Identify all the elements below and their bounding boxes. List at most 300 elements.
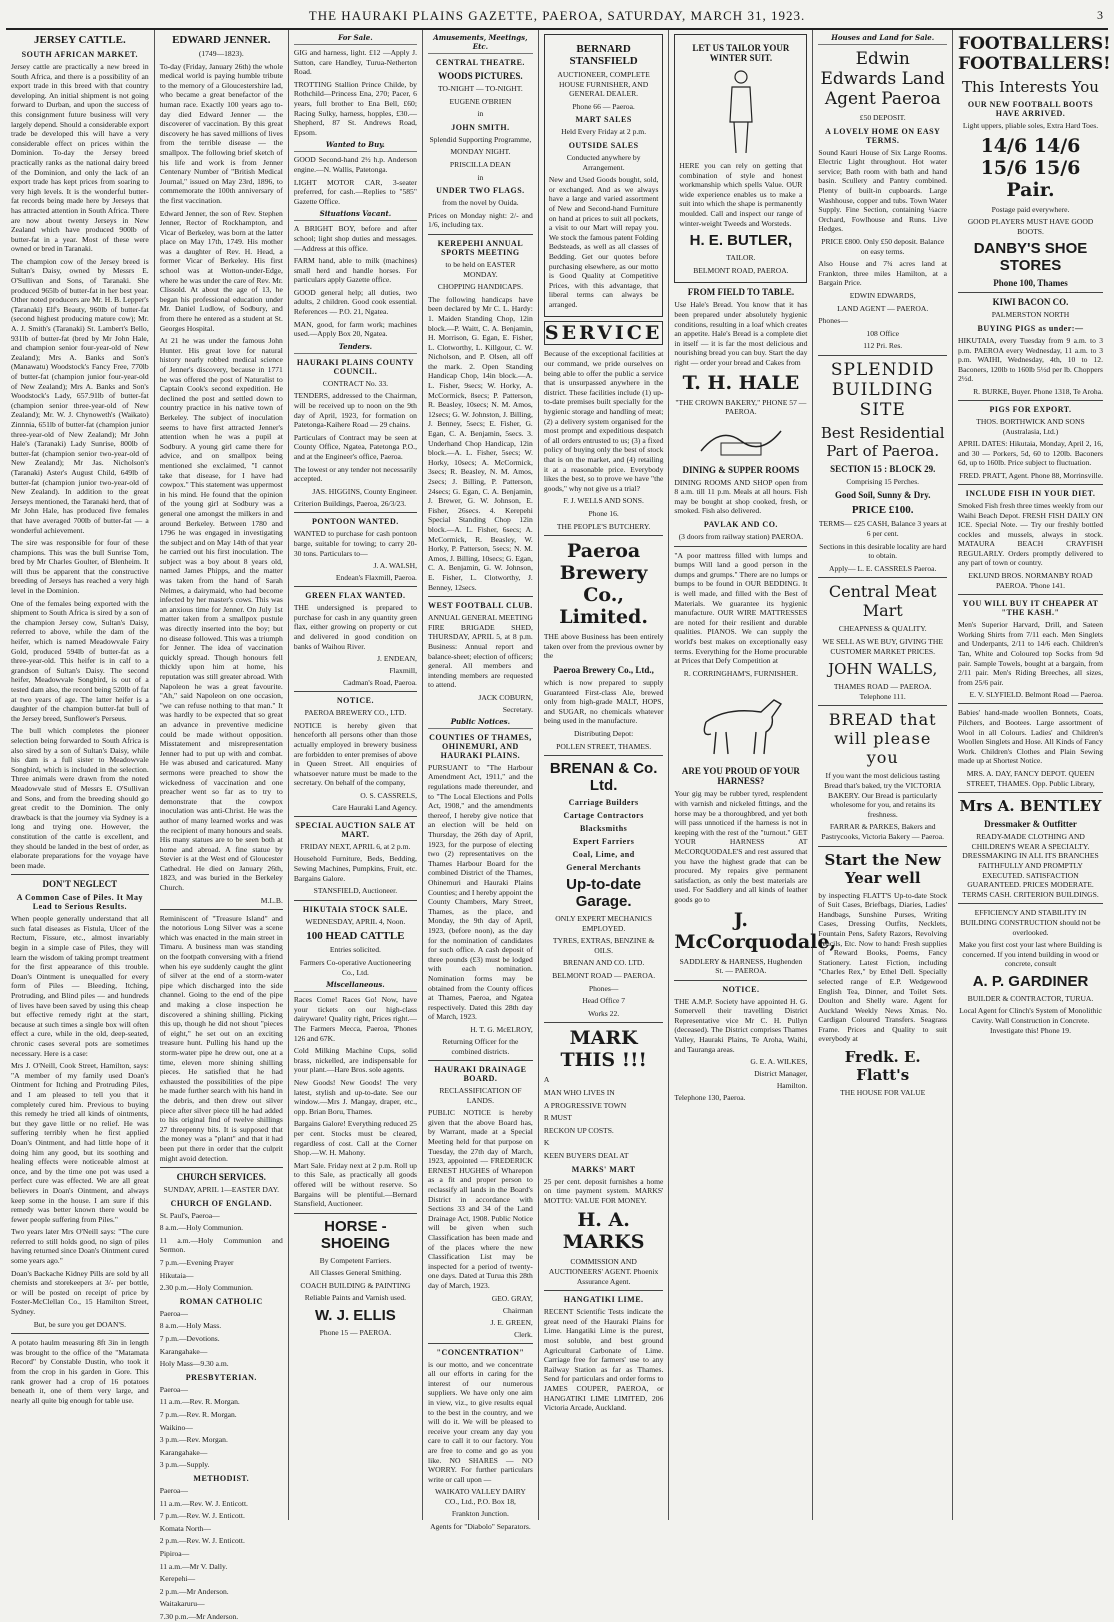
babies-body: Babies' hand-made woollen Bonnets, Coats, Pilchers, and Bootees. Large assortment of Wool in all Colours. Ladies' and Children's Woollen Singlets and Hose. All Kinds of Fancy Work. Children's Clothes and Plain Sewing made up at Shortest Notice. <box>958 708 1103 766</box>
make-body: Make you first cost your last where Building is concerned. If you intend building in wood or concrete, consult <box>959 940 1102 969</box>
county-title: HAURAKI PLAINS COUNTY COUNCIL. <box>296 357 414 376</box>
star2: PRISCILLA DEAN <box>449 159 511 169</box>
pavlak-name: PAVLAK AND CO. <box>703 520 778 530</box>
misc-ad: Races Come! Races Go! Now, have your tickets on our high-class dairyware! Quality right, Prices right.—The Farmers Mecca, Paeroa, 'Phones 126 and 67K. <box>293 995 417 1043</box>
church-line: Komata North— <box>159 1523 211 1533</box>
day: MRS. A. DAY, FANCY DEPOT. QUEEN STREET, THAMES. Opp. Public Library, <box>966 768 1095 788</box>
article-dates: (1749—1823). <box>198 49 244 58</box>
church-line: Paeroa— <box>159 1384 188 1394</box>
flax-signature: Flaxmill, <box>389 666 417 676</box>
counties-title: COUNTIES OF THAMES, OHINEMURI, AND HAURAKI PLAINS. <box>429 732 532 760</box>
divider <box>428 1343 533 1344</box>
garage-line: Head Office 7 <box>582 996 626 1006</box>
counties-body: PURSUANT to "The Harbour Amendment Act, 1911," and the regulations made thereunder, and to "The Local Elections and Polls Act, 1908," and the amendments thereof, I hereby give notice that an election will be held on Thursday, the 26th day of April, 1923, for the purpose of electing two (2) representatives on the Thames Harbour Board for the combined District of the Thames, Ohinemuri and Hauraki Plains Counties; and I hereby appoint the County Chambers, Mary Street, Thames, as the place, and Monday, the 9th day of April, 1923, (before noon), as the day for the nomination of candidates for such office. A cash deposit of three pounds (£3) must be lodged with each nomination. Nomination forms may be obtained from the County offices at Thames, Paeroa, and Ngatea respectively. Dated this 28th day of March, 1923. <box>427 762 533 1022</box>
article-paragraph: The bull which completes the pioneer selection being forwarded to South Africa is also sired by a son of Sultan's Daisy, while his dam is a full sister to Meadowvale Songbird, which is included in the selection. Three animals were drawn from the noted Meadowvale stud of Messrs E. O'Sullivan and Sons, and from the breeding should go great credit to the Dominion. The only drawback is that the journey via Sydney is a long and trying one. However, the constitution of the cattle is excellent, and they should be landed in the best of order, as elaborate preparations for the voyage have been made. <box>11 726 149 870</box>
church-line: 8 a.m.—Holy Mass. <box>159 1321 222 1331</box>
brenan-line: Carriage Builders <box>568 798 639 808</box>
butler-name: H. E. BUTLER, <box>689 232 793 250</box>
tailor-ad <box>674 34 807 283</box>
mattress-body: "A poor mattress filled with lumps and bumps Will land a good person in the dumps and grumps." There are no lumps or bumps to be found in OUR BEDDING. It is well made, and filled with the Best of Materials. We guarantee its hygienic manufacture. OUR WIRE MATTRESSES are noted for their resilient and durable qualities. PIANOS. We can supply the world's best makes on exceptionally easy terms. Everything for the Home procurable at Prices that Defy Competition at <box>674 550 808 666</box>
drainage-sig: J. E. GREEN, <box>490 1317 533 1327</box>
flax-title: GREEN FLAX WANTED. <box>305 591 406 601</box>
section-number: SECTION 15 : BLOCK 29. <box>830 463 936 474</box>
fish-body: Smoked Fish fresh three times weekly from our Waihi Beach Depot. FRESH FISH DAILY ON ICE. Special Note. — Try our freshly bottled cockles and mussels, always in stock. MATAURA BEACH CRAYFISH REGULARLY. Orders promptly delivered to any part of town or country. <box>958 500 1103 568</box>
article-paragraph: To-day (Friday, January 26th) the whole medical world is paying humble tribute to the memory of a Gloucestershire lad, who became a great benefactor of the human race. Exactly 100 years ago to-day died Edward Jenner — the discoverer of vaccination. By this great discovery he has saved millions of lives from the terrible disease — the smallpox. The following brief sketch of his life and work is from Jenner Centenary Number of "British Medical Journal," issued on May 23rd, 1896, to commemorate the 100th anniversary of the first vaccination. <box>159 61 283 205</box>
service-title: SERVICE <box>544 322 663 345</box>
ad-paragraph: Doan's Backache Kidney Pills are sold by all chemists and storekeepers at 3/- per bottle, or will be posted on receipt of price by Foster-McClellan Co., 15 Hamilton Street, Sydney. <box>11 1268 149 1317</box>
bentley-body: READY-MADE CLOTHING AND CHILDREN'S WEAR A SPECIALTY. DRESSMAKING IN ALL ITS BRANCHES FAITHFULLY AND PROMPTLY EXECUTED. SATISFACTION GUARANTEED. PRICES MODERATE. TERMS CASH. CRITERION BUILDINGS. <box>962 832 1099 899</box>
dining-illustration <box>691 421 791 461</box>
eklund: EKLUND BROS. NORMANBY ROAD PAEROA. 'Phone 141. <box>968 571 1093 590</box>
church-line: St. Paul's, Paeroa— <box>159 1210 220 1220</box>
notice-paragraph: NOTICE is hereby given that henceforth all persons other than those actually employed in brewery business are forbidden to enter premises of above in Queen Street. All enquiries of whatsoever nature must be made to the secretary. On behalf of the company, <box>293 720 417 788</box>
stock-body: Entries solicited. <box>329 945 381 955</box>
horse-line: All Classes General Smithing. <box>309 1268 402 1278</box>
interests: This Interests You <box>962 78 1099 96</box>
church-line: 2 p.m.—Mr Anderson. <box>159 1586 229 1596</box>
counties-sig: H. T. G. McELROY, <box>470 1024 533 1034</box>
drainage-sig: GEO. GRAY, <box>491 1293 533 1303</box>
section-title: Public Notices. <box>428 717 533 729</box>
butler-address: BELMONT ROAD, PAEROA. <box>693 265 789 275</box>
tailor-title: LET US TAILOR YOUR WINTER SUIT. <box>692 43 790 63</box>
brewery-street: POLLEN STREET, THAMES. <box>556 741 652 751</box>
conc-sig: Agents for "Diabolo" Separators. <box>430 1522 531 1532</box>
article-headline: JERSEY CATTLE. <box>34 34 126 46</box>
gardiner-sub: BUILDER & CONTRACTOR, TURUA. <box>967 993 1094 1003</box>
church-line: Holy Mass—9.30 a.m. <box>159 1359 229 1369</box>
also-body: Also House and 7¾ acres land at Frankton, three miles Hamilton, at a Bargain Price. <box>818 259 947 288</box>
divider <box>11 874 149 875</box>
potato-paragraph: A potato haulm measuring 8ft 3in in length was brought to the office of the "Matamata Record" by Constable Dustin, who took it from the crop in his garden in Gore. This rank grower had a crop of 16 potatoes beneath it, one of them very large, and nearly all quite big enough for table use. <box>11 1338 149 1405</box>
buying-body: HIKUTAIA, every Tuesday from 9 a.m. to 3 p.m. PAEROA every Wednesday, 11 a.m. to 3 p.m. WAIHI, Wednesday, 4th, 10 to 12. Baconers, 120lb to 160lb 5½d per lb. Choppers 2½d. <box>958 335 1103 384</box>
contract-number: CONTRACT No. 33. <box>322 378 389 388</box>
chop-title: CHOPPING HANDICAPS. <box>437 282 524 292</box>
notice-signature: Care Hauraki Land Agency. <box>332 802 417 812</box>
section-title: Miscellaneous. <box>294 980 417 992</box>
church-line: Kerepehi— <box>159 1574 196 1584</box>
church-line: 3 p.m.—Rev. Morgan. <box>159 1435 228 1445</box>
stansfield-title: BERNARD STANSFIELD <box>569 43 638 67</box>
divider <box>958 703 1103 704</box>
divider <box>294 512 417 513</box>
mark-line: A <box>543 1075 550 1085</box>
kiwi-title: KIWI BACON CO. <box>992 297 1069 308</box>
section-title: For Sale. <box>294 33 417 45</box>
drainage-sig: Clerk. <box>514 1329 533 1339</box>
divider <box>160 1167 283 1168</box>
flax-signature: J. ENDEAN, <box>377 654 417 664</box>
church-line: 7.30 p.m.—Mr Anderson. <box>159 1611 239 1621</box>
column-3 <box>289 30 423 1520</box>
church-line: 2 p.m.—Rev. W. J. Enticott. <box>159 1536 245 1546</box>
church-line: 11 a.m.—Rev. W. J. Enticott. <box>159 1498 248 1508</box>
house-price: PRICE £800. Only £50 deposit. Balance on easy terms. <box>821 236 945 256</box>
garage-line: Works 22. <box>588 1008 620 1018</box>
divider <box>674 546 807 547</box>
mark-body: 25 per cent. deposit furnishes a home on time payment system. MARKS' MOTTO: VALUE FOR MONEY. <box>543 1176 664 1205</box>
price2: PRICE £100. <box>851 504 914 517</box>
column-5 <box>539 30 670 1520</box>
brenan-line: Coal, Lime, and <box>572 850 635 860</box>
chop-body: The following handicaps have been declared by Mr C. L. Hardy: 1. Maiden Standing Chop, 12in block.—P. Waitt, C. A. Benjamin, H. Morrison, G. Egan, E. Fisher, L. Clotworthy, L. Killgour, C. W. Nicholson, and P. Olsen, all off the mark. 2. Open Standing Handicap Chop, 14in block.—A. L. Fisher, 9secs; W. Horky, A. McCormick, 8secs; P. Patterson, R. Beasley, 10secs; N. M. Amos, 12secs; G. W. Johnston, J. Billing, J. Benney, 5secs; E. Fisher, G. Egan, C. A. Benjamin, 5secs. 3. Underhand Chop Handicap, 12in block.—A. L. Fisher, 5secs; W. Horky, 10secs; A. McCormick, 3secs; R. Beasley, N. M. Amos, 2secs; J. Billing, P. Patterson, 24secs; G. Egan, C. A. Benjamin, J. Brewer, G. W. Johnson, E. Fisher, 26secs. 4. Kerepehi Special Standing Chop 12in block.—A. L. Fisher, 6secs; A. McCormick, R. Beasley, W. Horky, P. Patterson, 5secs; N. M. Amos, J. Billing, 10secs; G. Egan, C. A. Benjamin, G. W. Johnson, E. Fisher, L. Clotworthy, J. Benney, 12secs. <box>427 294 533 592</box>
brenan-title: BRENAN & Co. Ltd. <box>549 760 658 795</box>
pontoon-signature: J. A. WALSH, <box>373 561 417 571</box>
article-paragraph: Jersey cattle are practically a new breed in South Africa, and there is a possibility of an export trade in this breed with that country developing. An initial shipment is not going forward to Durban, and upon the success of this consignment future business will very largely depend. Should a considerable export trade be developed this will have a very considerable effect on prices within the Dominion. To-day the Jersey breed practically ranks as the national dairy breed of the Dominion, and only the lack of an export trade has kept prices from soaring to very high levels. It is the wonderful butter-fat records being made here by Jerseys that has attracted attention in South Africa. There are now about twenty Jerseys in New Zealand which have produced 900lb of butter-fat in a year. Most of these were owned or bred in Taranaki. <box>11 62 149 254</box>
amp-notice-title: NOTICE. <box>722 984 760 994</box>
markthis-title: MARK THIS !!! <box>560 1027 647 1072</box>
football-sig: Secretary. <box>502 704 533 714</box>
garage-line: BELMONT ROAD — PAEROA. <box>552 971 656 981</box>
stock-date: WEDNESDAY, APRIL 4, Noon. <box>305 916 406 926</box>
section-title: Houses and Land for Sale. <box>818 33 947 45</box>
pavlak-sub: (3 doors from railway station) PAEROA. <box>678 532 804 542</box>
church-line: 11 a.m.—Rev. R. Morgan. <box>159 1397 240 1407</box>
film2: UNDER TWO FLAGS. <box>436 186 525 196</box>
hamarks-sub: COMMISSION AND AUCTIONEERS' AGENT. Phoenix Assurance Agent. <box>548 1257 659 1286</box>
stansfield-body: New and Used Goods bought, sold, or exchanged. And as we always have a large and varied assortment of New and Second-hand Furniture on hand at prices to suit all pockets, a visit to our Mart will repay you. We stock the famous patent Folding Bedsteads, as well as all classes of Bedding. Get our quotes before purchasing elsewhere, as our motto is Good Quality at Competitive Prices, with this advantage, that liberal terms can always be arranged. <box>548 175 659 309</box>
tender-paragraph: Particulars of Contract may be seen at County Office, Ngatea, Patetonga P.O., and at the Engineer's office, Paeroa. <box>293 432 417 461</box>
church-title: CHURCH SERVICES. <box>176 1172 266 1183</box>
horse-line: Reliable Paints and Varnish used. <box>304 1293 407 1303</box>
in2: in <box>477 172 484 182</box>
tailor-body: HERE you can rely on getting that combination of style and honest workmanship which spells Value. OUR wide experience enables us to make a suit into which the shape is permanently moulded. Call and inspect our range of winter-weight Tweeds and Worsteds. <box>679 161 803 228</box>
church-line: 7 p.m.—Rev. R. Morgan. <box>159 1410 237 1419</box>
flax-paragraph: THE undersigned is prepared to purchase for cash in any quantity green flax, either growing on property or cut and delivered in good condition on banks of Waihou River. <box>293 603 417 651</box>
church-line: 2.30 p.m.—Holy Communion. <box>159 1283 253 1293</box>
garage-title: Up-to-date Garage. <box>566 876 642 911</box>
amp-sig: Telephone 130, Paeroa. <box>674 1093 746 1103</box>
conc-title: "CONCENTRATION" <box>436 1347 525 1357</box>
divider <box>818 705 947 706</box>
hale-sub: "THE CROWN BAKERY," PHONE 57 — PAEROA. <box>675 397 807 417</box>
hamarks-title: H. A. MARKS <box>562 1209 645 1254</box>
dining-title: DINING & SUPPER ROOMS <box>682 464 800 475</box>
masthead <box>6 6 1108 30</box>
classified-ad: FARM hand, able to milk (machines) small herd and handle horses. For particulars apply Gazette office. <box>293 256 417 285</box>
newyear-title: Start the New Year well <box>824 850 941 887</box>
classified-ad: A BRIGHT BOY, before and after school; light shop duties and messages.—Address at this office. <box>293 224 417 253</box>
divider <box>818 355 947 356</box>
flatt-sub: THE HOUSE FOR VALUE <box>840 1088 926 1098</box>
deposit: £50 DEPOSIT. <box>859 113 906 122</box>
column-7 <box>813 30 953 1520</box>
church-line: Paeroa— <box>159 1485 188 1495</box>
pontoon-paragraph: WANTED to purchase for cash pontoon barge, suitable for towing; to carry 20-30 tons. Particulars to— <box>293 529 417 558</box>
corringham: R. CORRINGHAM'S, FURNISHER. <box>683 668 799 678</box>
support: Splendid Supporting Programme, <box>429 134 532 144</box>
divider <box>294 586 417 587</box>
danby-phone: Phone 100, Thames <box>993 278 1068 289</box>
divider <box>294 1213 417 1214</box>
lovely-home: A LOVELY HOME ON EASY TERMS. <box>825 126 941 145</box>
horse-illustration <box>686 682 796 762</box>
stansfield-ad <box>544 34 664 317</box>
mark-line: KEEN BUYERS DEAL AT <box>543 1151 629 1160</box>
mark-line: RECKON UP COSTS. <box>543 1125 614 1135</box>
sale-signature: STANSFIELD, Auctioneer. <box>313 886 398 896</box>
garage-line: Phones— <box>588 983 619 993</box>
flax-signature: Cadman's Road, Paeroa. <box>343 678 417 688</box>
church-line: Karangahake— <box>159 1346 208 1356</box>
divider <box>958 594 1103 595</box>
edwards-title: Edwin Edwards Land Agent Paeroa <box>820 49 945 109</box>
brewery-body: THE above Business has been entirely taken over from the previous owner by the <box>543 632 664 661</box>
bentley-name: Mrs A. BENTLEY <box>959 797 1102 816</box>
flatt-name: Fredk. E. Flatt's <box>844 1048 921 1085</box>
church-line: Waitakaruru— <box>159 1599 205 1609</box>
mccorquodale-sub: SADDLERY & HARNESS, Hughenden St. — PAEROA. <box>679 956 803 976</box>
section-title: Amusements, Meetings, Etc. <box>428 33 533 54</box>
soil: Good Soil, Sunny & Dry. <box>834 490 931 501</box>
misc-ad: Cold Milking Machine Cups, solid brass, nickelled, are indispensable for your plant.—Hare Bros. sole agents. <box>293 1046 417 1075</box>
edwards-sig: 108 Office <box>866 328 899 338</box>
divider <box>818 846 947 847</box>
pontoon-title: PONTOON WANTED. <box>312 517 399 527</box>
stansfield-phone: Phone 66 — Paeroa. <box>572 101 635 111</box>
butler-sub: TAILOR. <box>726 253 756 263</box>
brenan-line: Expert Farriers <box>572 837 635 847</box>
gardiner-body: Local Agent for Clinch's System of Monolithic Cavity. Wall Construction in Concrete. Investigate this! Phone 19. <box>959 1006 1102 1035</box>
april-body: APRIL DATES: Hikutaia, Monday, April 2, 16, and 30 — Porkers, 5d, 60 to 120lb. Baconers 6d, up to 160lb. Price subject to fluctuation. <box>958 439 1103 468</box>
dining-body: DINING ROOMS AND SHOP open from 8 a.m. till 11 p.m. Meals at all hours. Fish may be bought at shop cooked, fresh, or smoked. Fish also delivered. <box>674 477 808 516</box>
bread-title: BREAD that will please you <box>828 710 937 768</box>
church-line: 11 a.m.—Mr V. Dally. <box>159 1561 228 1571</box>
divider <box>11 1333 149 1334</box>
horse-sub: By Competent Farriers. <box>319 1255 392 1265</box>
classified-ad: MAN, good, for farm work; machines used.—Apply Box 20, Ngatea. <box>293 319 417 339</box>
church-line: 7 p.m.—Devotions. <box>159 1334 220 1344</box>
article-paragraph: The sire was responsible for four of these champions. This was the bull Sunrise Tom, bred by Mr Charles Goulter, of Blenheim. It will thus be apparent that the constructive breeding of Jerseys has reached a very high level in the Dominion. <box>11 538 149 596</box>
sale-paragraph: Household Furniture, Beds, Bedding, Sewing Machines, Pumpkins, Fruit, etc. Bargains Galore. <box>293 854 417 883</box>
amp-sig: Hamilton. <box>776 1081 808 1091</box>
church-line: Paeroa— <box>159 1308 188 1318</box>
we-sell: WE SELL AS WE BUY, GIVING THE CUSTOMER MARKET PRICES. <box>822 637 943 656</box>
ad-paragraph: Two years later Mrs O'Neill says: "The cure referred to still holds good, no sign of piles having returned since Doan's Ointment cured some years ago." <box>11 1227 149 1266</box>
divider <box>958 292 1103 293</box>
divider <box>958 903 1103 904</box>
ad-paragraph: Mrs J. O'Neill, Cook Street, Hamilton, says: "A member of my family used Doan's Ointment for Itching and Protruding Piles, and I am pleased to tell you that it completely cured him. Previous to buying this remedy he tried all kinds of ointments, but they gave little or no relief. He was suffering terribly when he first applied Doan's Ointment, and had little hope of it doing him any good, but its soothing and healing effects were noticeable almost at once, and by the time one pot was used a perfect cure was effected. We are all great believers in Doan's Ointment, and always keep some in the house. I am sure if this remedy was better known there would be fewer people suffering from Piles." <box>11 1061 149 1224</box>
church-date: SUNDAY, APRIL 1—EASTER DAY. <box>163 1185 280 1195</box>
ellis-name: W. J. ELLIS <box>314 1307 396 1325</box>
misc-ad: New Goods! New Goods! The very latest, stylish and up-to-date. See our window.—Mrs J. Mangay, draper, etc., opp. Brian Boru, Thames. <box>293 1077 417 1116</box>
church-line: Waikino— <box>159 1422 193 1432</box>
football-body: ANNUAL GENERAL MEETING FIRE BRIGADE SHED, THURSDAY, APRIL 5, at 8 p.m. Business: Annual report and balance-sheet; election of officers; general. All members and intending members are requested to attend. <box>427 613 533 690</box>
theatre-name: CENTRAL THEATRE. <box>435 58 525 67</box>
conc-body: is our motto, and we concentrate all our efforts in caring for the interest of our numerous suppliers. We have only one aim in view, viz., to give results equal to the best in the country, and we will do it. We will be pleased to receive your cream any day you care to call it to our factory. You are free to come and go as you like. NO SHARES — NO WORRY. For further particulars write or call upon — <box>427 1359 533 1484</box>
football-title: FOOTBALLERS! FOOTBALLERS! <box>958 34 1111 74</box>
notice-signature: O. S. CASSRELS, <box>360 790 417 800</box>
danby-title: DANBY'S SHOE STORES <box>973 240 1088 275</box>
church-denomination: ROMAN CATHOLIC <box>179 1296 263 1306</box>
mark-line: K <box>543 1138 550 1148</box>
garage-line: BRENAN AND CO. LTD. <box>562 958 645 968</box>
divider <box>818 577 947 578</box>
story-paragraph: Reminiscent of "Treasure Island" and the notorious Long Silver was a scene which was enacted in the main street in Timaru. A business man was standing on the footpath conversing with a friend when his eye suddenly caught the glint of silver at the end of a storm-water pipe which discharged into the side channel. Going to the end of the pipe and making a close inspection he discovered a shining shilling. Picking this up, though he did not shout "pieces of eight," he set out on an exciting treasure hunt. Pulling his hand up the storm-water pipe he drew out, one at a time, eleven more shining shilling pieces. He satisfied that he had exhausted the possibilities of the pipe he made further search with his hand in the debris, and then drew out silver piece after silver piece till he had added to his original find of twelve shillings 27 threepenny bits. It is supposed that the money was a "plant" and that it had been put there in order that the culprit might avoid detection. <box>159 913 283 1163</box>
notice-company: PAEROA BREWERY CO., LTD. <box>304 708 407 718</box>
hale-name: T. H. HALE <box>682 371 800 394</box>
page-number: 3 <box>1097 8 1104 22</box>
brenan-line: General Merchants <box>566 863 642 873</box>
pigs-title: PIGS FOR EXPORT. <box>989 404 1072 414</box>
brewery-body2: which is now prepared to supply Guaranteed First-class Ale, brewed only from high-grade MALT, HOPS, and SUGAR, no chemicals whatever being used in the manufacture. <box>543 677 664 726</box>
classified-ad: GOOD Second-hand 2½ h.p. Anderson engine.—N. Wallis, Patetonga. <box>293 155 417 174</box>
amp-notice-body: THE A.M.P. Society have appointed H. G. Somervell their travelling District Representative vice Mr C. H. Pullyn (deceased). The District comprises Thames Valley, Hauraki Plains, Te Aroha, Waihi, and Tauranga areas. <box>674 996 808 1054</box>
church-list <box>160 1199 283 1622</box>
conc-sig: WAIKATO VALLEY DAIRY CO., Ltd., P.O. Box 18, <box>434 1487 526 1506</box>
edwards-sig: LAND AGENT — PAEROA. <box>837 303 929 313</box>
boot-prices: 14/6 14/6 15/6 15/6 Pair. <box>980 134 1081 201</box>
mark-line: MARKS' MART <box>571 1164 636 1174</box>
divider <box>958 400 1103 401</box>
tender-signature: JAS. HIGGINS, County Engineer. <box>312 486 417 496</box>
in: in <box>477 109 484 119</box>
splendid-title: SPLENDID BUILDING SITE <box>830 359 935 420</box>
tender-paragraph: The lowest or any tender not necessarily accepted. <box>293 464 417 484</box>
article-subhead: SOUTH AFRICAN MARKET. <box>21 50 139 59</box>
pontoon-signature: Endean's Flaxmill, Paeroa. <box>335 573 417 583</box>
article-paragraph: The champion cow of the Jersey breed is Sultan's Daisy, owned by Messrs E. O'Sullivan and Sons, of Taranaki. She produced 965lb of butter-fat in her best year. Other noted producers are Mr. H. B. Lepper's (Taranaki) Elf's Beauty, 960lb of butter-fat (second highest producing mature cow); Mr. A. J. Smith's (Taranaki) St. Lambert's Bello, 931lb of butter-fat (bred by Mr John Hale, and champion senior four-year-old of New Zealand); Mrs A. Banks and Son's (Manawatu) Woodstock's Fancy Free, 770lb of butter-fat (champion junior four-year-old of New Zealand); Mrs A. Banks and Son's Woodstock's Lady, 657.91lb of butter-fat (champion senior three-year-old of New Zealand); Mr. W. J. Chynoweth's (Waikato) Zinnnia, 651lb of butter-fat (champion junior three-year-old of New Zealand); Mr John Hale's (Taranaki) Lady Sunrise, 800lb of butter-fat (champion senior two-year-old of New Zealand); Mr Jas. Nicholson's (Taranaki) Aster's August Child, 649lb of butter-fat (champion junior two-year-old of New Zealand). In addition to the great Jerseys mentioned, the Taranaki herd, that of Mr John Hale, has produced five females that have averaged 700lb of butter-fat — a wonderful achievement. <box>11 256 149 535</box>
divider <box>544 755 664 756</box>
walls-addr: THAMES ROAD — PAEROA. Telephone 111. <box>833 682 932 701</box>
church-line: 7 p.m.—Rev. W. J. Enticott. <box>159 1511 245 1521</box>
article-headline: EDWARD JENNER. <box>172 34 271 46</box>
light: Light uppers, pliable soles, Extra Hard Toes. <box>962 121 1099 130</box>
brenan-line: Blacksmiths <box>579 824 628 834</box>
masthead-title: THE HAURAKI PLAINS GAZETTE, PAEROA, SATURDAY, MARCH 31, 1923. <box>308 8 806 23</box>
kash-title: YOU WILL BUY IT CHEAPER AT "THE KASH." <box>962 599 1099 618</box>
classified-ad: GOOD general help; all duties, two adults, 2 children. Good cook essential. References — P.O. 21, Ngatea. <box>293 287 417 317</box>
service-body: Because of the exceptional facilities at our command, we pride ourselves on being able to offer the public a service that is unsurpassed anywhere in the district. These facilities include (1) up-to-date premises built specially for the hygienic storage and handling of meat; (2) a delivery system organised for the most prompt and expeditious despatch of all orders entrusted to us; (3) a fixed policy of buying only the best of stock that is on the market, and (4) retailing it at a reasonable price. Everybody likes the best, so to prove we have "the goods," why not give us a trial? <box>543 349 664 493</box>
tailor-figure-illustration <box>716 67 766 157</box>
sports-title: KEREPEHI ANNUAL SPORTS MEETING <box>437 238 524 257</box>
field-body: Use Hale's Bread. You know that it has been prepared under absolutely hygienic conditions, resulting in a loaf which creates an appetite. Hale's Bread is a complete diet in itself — it is far the most delicious and nourishing bread you can buy. Start the day right — order your bread and Cakes from <box>674 300 808 367</box>
mart-title: MART SALES <box>575 115 632 125</box>
edwards-sig: Phones— <box>818 316 848 326</box>
from: from the novel by Ouida. <box>442 198 519 208</box>
counties-sig: Returning Officer for the combined districts. <box>442 1036 519 1056</box>
article-paragraph: Edward Jenner, the son of Rev. Stephen Jenner, Rector of Rockhampton, and Vicar of Berkeley, was born at the latter place on May 17th, 1749. His mother was a daughter of Rev. H. Head, a former Vicar of Berkeley. His first school was at Wotton-under-Edge, where he was under the care of Rev. Mr. Clissold. At about the age of 13, he began his professional education under Mr. Daniel Ludlow, of Sodbury, and from there he entered as a student at St. Georges Hospital. <box>159 208 283 333</box>
column-2 <box>155 30 289 1621</box>
pratt: FRED. PRATT, Agent. Phone 88, Morrinsville. <box>959 470 1103 480</box>
postage: Postage paid everywhere. <box>991 204 1070 214</box>
service-sig: Phone 16. <box>588 508 619 518</box>
bentley-sub: Dressmaker & Outfitter <box>984 819 1077 830</box>
drainage-sig: Chairman <box>502 1305 533 1315</box>
bread-body: If you want the most delicious tasting Bread that's baked, try the VICTORIA BAKERY. Our Bread is particularly wholesome for you, and retains its freshness. <box>824 771 942 819</box>
good-players: GOOD PLAYERS MUST HAVE GOOD BOOTS. <box>967 217 1094 236</box>
service-sig: F. J. WELLS AND SONS. <box>563 496 644 506</box>
divider <box>544 535 664 536</box>
boots: OUR NEW FOOTBALL BOOTS HAVE ARRIVED. <box>967 100 1094 118</box>
edwards-sig: EDWIN EDWARDS, <box>849 290 916 300</box>
divider <box>294 816 417 817</box>
brewery-title: Paeroa Brewery Co., Limited. <box>559 540 648 629</box>
monday: MONDAY NIGHT. <box>450 147 511 157</box>
edwards-sig: 112 Pri. Res. <box>863 341 903 351</box>
tonight: TO-NIGHT — TO-NIGHT. <box>438 84 523 93</box>
column-1 <box>6 30 155 1520</box>
column-8 <box>953 30 1111 1520</box>
stock-signature: Farmers Co-operative Auctioneering Co., Ltd. <box>299 958 412 977</box>
drainage-sub: RECLASSIFICATION OF LANDS. <box>439 1086 522 1105</box>
divider <box>958 484 1103 485</box>
prices: Prices on Monday night: 2/- and 1/6, including tax. <box>427 210 533 230</box>
classified-ad: GIG and harness, light. £12 —Apply J. Sutton, care Handley, Turua-Netherton Road. <box>293 48 417 77</box>
mark-line: R MUST <box>543 1113 572 1123</box>
efficiency: EFFICIENCY AND STABILITY IN BUILDING CONSTRUCTION should not be overlooked. <box>960 908 1101 937</box>
meatmart-title: Central Meat Mart <box>828 582 937 621</box>
walls-name: JOHN WALLS, <box>828 660 938 679</box>
comprising: Comprising 15 Perches. <box>846 476 920 486</box>
classified-ad: LIGHT MOTOR CAR, 3-seater preferred, for cash.—Replies to "585" Gazette Office. <box>293 177 417 206</box>
church-denomination: METHODIST. <box>193 1473 250 1483</box>
sports-sub: to be held on EASTER MONDAY. <box>445 259 516 279</box>
divider <box>294 691 417 692</box>
classified-ad: TROTTING Stallion Prince Childe, by Rothchild—Princess Ena, 270; Pacer, 6 years, full brother to Ena Bell, £60; Racing Sulky, harness, hopples, £30.—Shepherd, 87 St. Andrews Road, Epsom. <box>293 79 417 137</box>
misc-ad: Mart Sale. Friday next at 2 p.m. Roll up to this Sale, as practically all goods offered will be without reserve. So Bargains will be plentiful.—Bernard Stansfield, Auctioneer. <box>293 1160 417 1209</box>
mark-line: A PROGRESSIVE TOWN <box>543 1100 627 1110</box>
article-signature: M.L.B. <box>260 895 283 905</box>
church-line: 7 p.m.—Evening Prayer <box>159 1258 234 1268</box>
stock-title: HIKUTAIA STOCK SALE. <box>302 904 408 914</box>
slyfield: E. V. SLYFIELD. Belmont Road — Paeroa. <box>969 690 1103 700</box>
star: EUGENE O'BRIEN <box>449 96 512 106</box>
football-title: WEST FOOTBALL CLUB. <box>428 601 533 611</box>
outside-title: OUTSIDE SALES <box>568 140 639 150</box>
divider <box>294 900 417 901</box>
house-body: Sound Kauri House of Six Large Rooms. Electric Light throughout. Hot water service; Bath room with bath and hand basin. Scullery and Pantry combined. Plenty of built-in cupboards. Large Washhouse, copper and tubs. Town Water Supply. Fine Section, containing ¼acre Orchard, Fowlhouse and Runs. Live Hedges. <box>818 147 947 234</box>
tender-signature: Criterion Buildings, Paeroa, 26/3/23. <box>293 498 407 508</box>
amp-sig: G. E. A. WILKES, <box>750 1057 808 1067</box>
stansfield-sub: AUCTIONEER, COMPLETE HOUSE FURNISHER, AND GENERAL DEALER. <box>557 70 650 99</box>
ad-title: DON'T NEGLECT <box>42 879 118 890</box>
church-denomination: CHURCH OF ENGLAND. <box>170 1198 272 1208</box>
fish-title: INCLUDE FISH IN YOUR DIET. <box>965 488 1096 498</box>
terms: TERMS— £25 CASH, Balance 3 years at 6 per cent. <box>818 519 947 539</box>
horse-line: COACH BUILDING & PAINTING <box>300 1280 411 1290</box>
ellis-phone: Phone 15 — PAEROA. <box>319 1328 392 1338</box>
mark-line: MAN WHO LIVES IN <box>543 1088 615 1098</box>
church-line: 11 a.m.—Holy Communion and Sermon. <box>159 1235 283 1255</box>
field-title: FROM FIELD TO TABLE. <box>687 287 795 298</box>
divider <box>544 1022 664 1023</box>
divider <box>160 909 283 910</box>
kiwi-sub: PALMERSTON NORTH <box>991 310 1070 320</box>
divider <box>674 980 807 981</box>
article-paragraph: One of the females being exported with the shipment to South Africa is sired by a son of the champion Jersey cow, Sultan's Daisy, referred to above, while the dam of the heifer, which is named Meadowvale Fairy Gold, produced 594lb of butter-fat as a three-year-old. This heifer is in calf to a grandson of Sultan's Daisy. The second heifer, Meadowvale Songbird, is out of a tested dam also, the record being 520lb of fat at two years of age. The latter heifer is a daughter of the champion butter-fat bull of the Jersey breed, Sunflower's Perseus. <box>11 598 149 723</box>
church-line: Pipiroa— <box>159 1548 190 1558</box>
newyear-body: by inspecting FLATT'S Up-to-date Stock of Suit Cases, Briefbags, Diaries, Ladies' Handbags, Sunshine Purses, Writing Cases, Dressing Outfits, Necklets, Fountain Pens, Safety Razors, Revolving Pencils, Etc. Now to hand: Fresh supplies of Reward Books, Poems, Fancy Stationery. Latest Fiction, including "Charles Rex," by Ethel Dell. Specially selected range of E.P. Wedgewood English Tea, Dinner, and Toilet Sets. Doulton and Shelly ware. Agent for Auckland Weekly News Xmas. No. Cardigan Coloured Transfers. Seagrass Frame. Prices and Quality to suit everybody at <box>818 890 947 1044</box>
drainage-title: HAURAKI DRAINAGE BOARD. <box>434 1065 527 1084</box>
stock-head: 100 HEAD CATTLE <box>306 930 405 943</box>
mart-sub: Held Every Friday at 2 p.m. <box>561 127 647 137</box>
outside-sub: Conducted anywhere by Arrangement. <box>566 152 641 172</box>
church-line: Karangahake— <box>159 1447 208 1457</box>
burke: R. BURKE, Buyer. Phone 1318, Te Aroha. <box>973 386 1103 396</box>
lime-body: RECENT Scientific Tests indicate the great need of the Hauraki Plains for Lime. Hangatiki Lime is the purest, most soluble, and best ground Agricultural Carbonate of Lime. Carriage free for farmers' use to any Railway Station as far as Thames. Send for particulars and order forms to JAMES COUPER, PAEROA, or HANGATIKI LIME LIMITED, 206 Victoria Arcade, Auckland. <box>543 1307 664 1413</box>
buying-title: BUYING PIGS as under:— <box>977 323 1084 333</box>
article-paragraph: At 21 he was under the famous John Hunter. His great love for natural history nearly robbed medical science of Jenner's discovery, because in 1771 he was offered the post of Naturalist to Captain Cook's second expedition. He declined the post and settled down to country practice in his native town of Berkeley. The subject of inoculation seems to have first attracted Jenner's attention when he was a pupil at Sodbury. A young girl came there for advice, and on smallpox being mentioned she exclaimed, "I cannot take that disease, for I have had cowpox." This statement was uppermost in his mind. He found that the opinion of the young girl at Sodbury was a general one amongst the milkers in and around Berkeley. Between 1780 and 1796 he was engaged in investigating the subject and on May 14th of that year he carried out his first inoculation. The subject was a boy about 8 years old, named James Phipps, and the matter was taken from the hand of Sarah Nelmes, a dairymaid, who had become infected by her master's cows. This was an anxious time for Jenner. On July 1st matter taken from a smallpox pustule was directly inserted into the boy; but no disease followed. This was a triumph for Jenner. The idea of vaccination quickly spread. Though honours fell thickly upon him at home, his reputation was still greater abroad. With Napoleon he was a great favourite. "Ah," said Napoleon on one occasion, "we can refuse nothing to that man." It was hardly to be expected that so great an advance in preventive medicine could be made without opposition. Misstatement and misrepresentation Jenner had to put up with and combat. He was abused and caricatured. Many sermons were preached to show the wickedness of vaccination and one preacher went so far as to try to demonstrate that the cowpox inoculation was anti-Christ. He was the author of many learned works and was the recipient of many honours and seals. His many statues are to be seen both at home and abroad. A fine statue by Stevier is at the West end of Gloucester Cathedral. He died on January 26th, 1823, and was buried in the Berkeley Church. <box>159 336 283 893</box>
tender-paragraph: TENDERS, addressed to the Chairman, will be received up to noon on the 9th day of April, 1923, for formation on Patetonga-Kaihere Road — 29 chains. <box>293 391 417 430</box>
brenan-line: Cartage Contractors <box>563 811 644 821</box>
pictures-title: WOODS PICTURES. <box>438 71 523 81</box>
divider <box>428 596 533 597</box>
conc-sig: Frankton Junction. <box>451 1509 509 1519</box>
church-denomination: PRESBYTERIAN. <box>185 1372 257 1382</box>
section-title: Situations Vacant. <box>294 209 417 221</box>
cassrels: Apply— L. E. CASSRELS Paeroa. <box>829 563 937 573</box>
